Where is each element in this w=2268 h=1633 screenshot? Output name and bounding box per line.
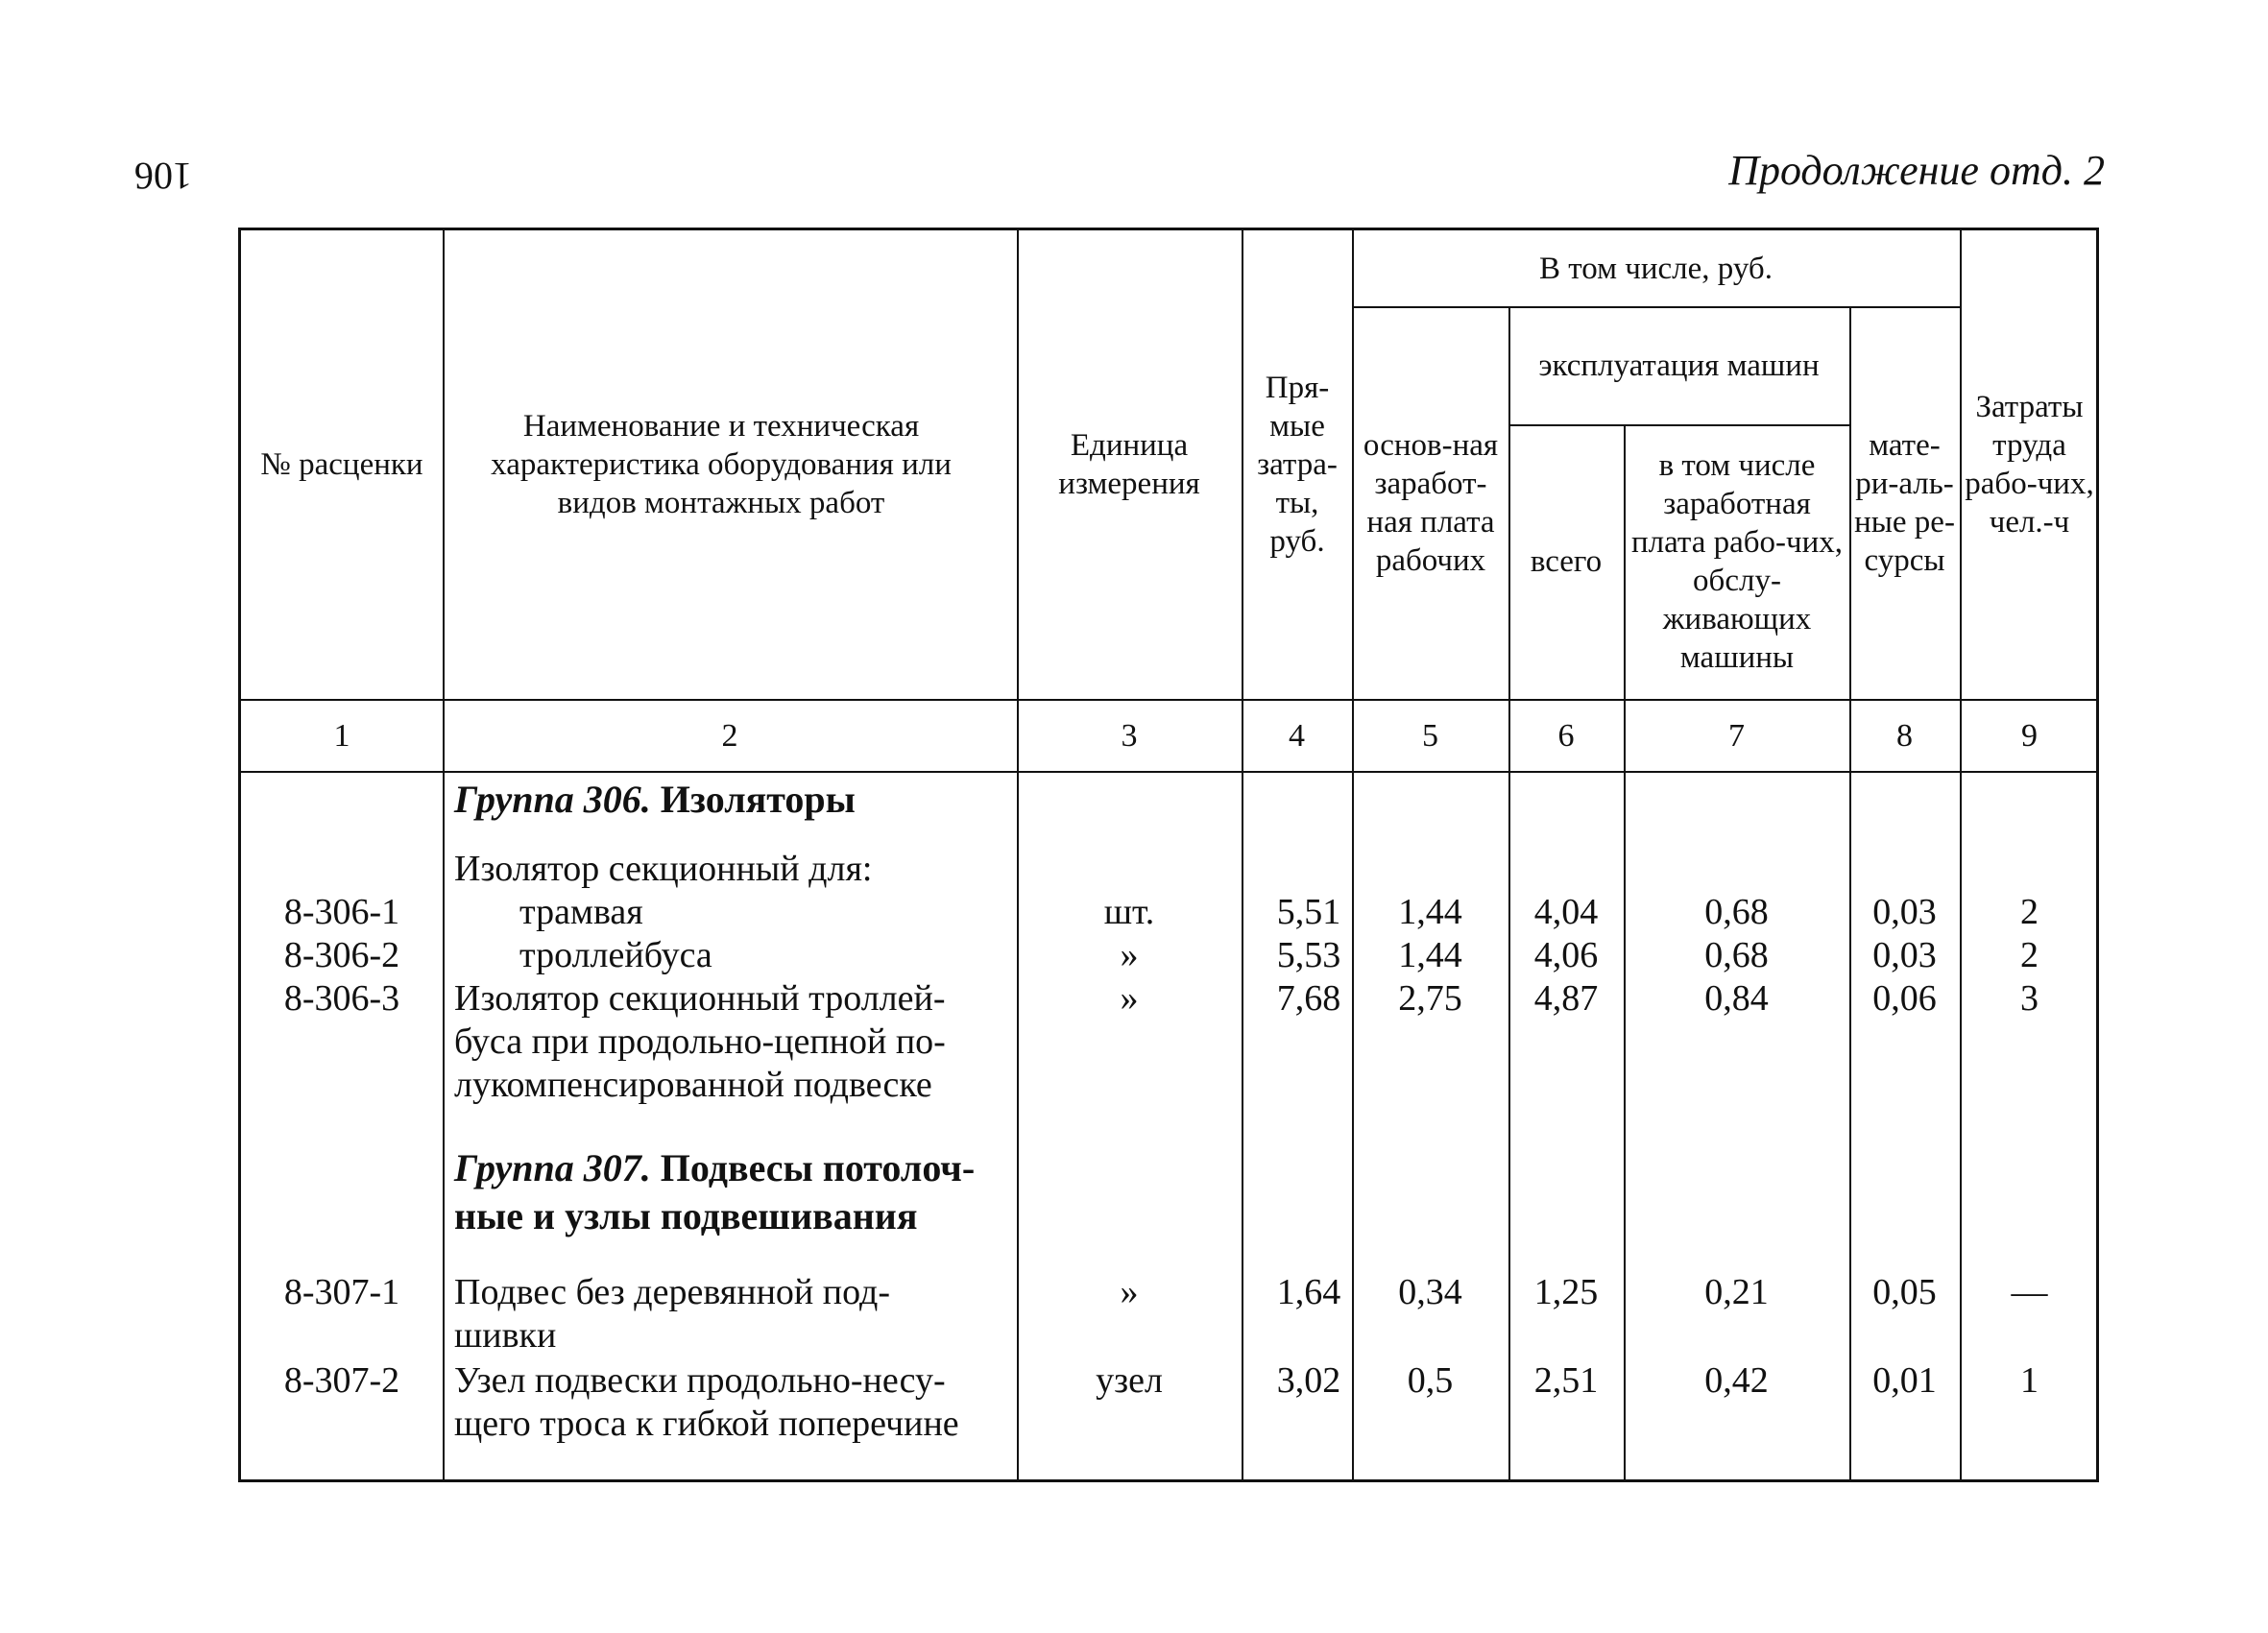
machine-total: 2,51: [1533, 1360, 1599, 1401]
column-number: 3: [1121, 718, 1138, 754]
base-wage: 1,44: [1398, 935, 1462, 975]
materials: 0,03: [1872, 892, 1937, 932]
header-direct-costs: Пря-мые затра-ты, руб.: [1257, 371, 1338, 559]
item-name: трамвая: [519, 892, 643, 932]
labor: 1: [2020, 1360, 2039, 1401]
column-number: 6: [1557, 718, 1575, 754]
materials: 0,06: [1872, 978, 1937, 1019]
header-machine-total: всего: [1530, 544, 1603, 579]
column-number: 2: [721, 718, 738, 754]
labor: 2: [2020, 935, 2039, 975]
column-number: 1: [333, 718, 350, 754]
header-including: В том числе, руб.: [1539, 251, 1773, 286]
rate-code: 8-307-2: [283, 1360, 400, 1401]
header-machine-wage: в том числе заработная плата рабо-чих, обслу-живающих машины: [1630, 448, 1844, 675]
item-name: Подвес без деревянной под- шивки: [454, 1272, 890, 1356]
direct-costs: 1,64: [1276, 1272, 1341, 1312]
item-name: Изолятор секционный троллей- буса при продольно-цепной по- лукомпенсированной подвеске: [454, 978, 946, 1105]
header-base-wage: основ-ная заработ-ная плата рабочих: [1363, 427, 1499, 578]
column-number: 8: [1896, 718, 1913, 754]
header-machine-operation: эксплуатация машин: [1538, 348, 1820, 383]
header-rate-number: № расценки: [260, 447, 423, 482]
base-wage: 0,5: [1407, 1360, 1454, 1401]
column-number: 7: [1728, 718, 1745, 754]
machine-total: 4,04: [1533, 892, 1599, 932]
group-intro: Изолятор секционный для:: [454, 849, 873, 889]
group-title: Группа 307. Подвесы потолоч- ные и узлы подвешивания: [454, 1146, 976, 1237]
item-name: Узел подвески продольно-несу- щего троса к гибкой поперечине: [454, 1360, 959, 1444]
machine-wage: 0,42: [1704, 1360, 1769, 1401]
unit: »: [1120, 935, 1139, 975]
rate-code: 8-306-2: [283, 935, 400, 975]
labor: —: [2011, 1272, 2048, 1312]
rates-table: [238, 228, 2099, 1482]
base-wage: 0,34: [1398, 1272, 1462, 1312]
continuation-label: Продолжение отд. 2: [1728, 147, 2105, 194]
machine-total: 1,25: [1533, 1272, 1599, 1312]
direct-costs: 5,51: [1276, 892, 1341, 932]
labor: 2: [2020, 892, 2039, 932]
machine-wage: 0,21: [1704, 1272, 1769, 1312]
header-labor: Затраты труда рабо-чих, чел.-ч: [1965, 390, 2094, 540]
machine-wage: 0,68: [1704, 892, 1769, 932]
materials: 0,03: [1872, 935, 1937, 975]
group-title: Группа 306. Изоляторы: [454, 778, 856, 821]
rate-code: 8-306-1: [283, 892, 400, 932]
base-wage: 2,75: [1398, 978, 1462, 1019]
materials: 0,01: [1872, 1360, 1937, 1401]
column-number: 5: [1422, 718, 1438, 754]
page-number: 106: [134, 155, 192, 198]
materials: 0,05: [1872, 1272, 1937, 1312]
column-number: 4: [1289, 718, 1305, 754]
header-name: Наименование и техническая характеристика оборудования или видов монтажных работ: [491, 409, 952, 520]
header-materials: мате-ри-аль-ные ре-сурсы: [1854, 427, 1955, 578]
direct-costs: 5,53: [1276, 935, 1341, 975]
item-name: троллейбуса: [519, 935, 712, 975]
machine-total: 4,87: [1533, 978, 1599, 1019]
unit: »: [1120, 978, 1139, 1019]
machine-wage: 0,68: [1704, 935, 1769, 975]
column-number: 9: [2021, 718, 2038, 754]
unit: узел: [1096, 1360, 1163, 1401]
machine-total: 4,06: [1533, 935, 1599, 975]
rate-code: 8-307-1: [283, 1272, 400, 1312]
labor: 3: [2020, 978, 2039, 1019]
direct-costs: 3,02: [1276, 1360, 1341, 1401]
direct-costs: 7,68: [1276, 978, 1341, 1019]
unit: »: [1120, 1272, 1139, 1312]
base-wage: 1,44: [1398, 892, 1462, 932]
header-unit: Единица измерения: [1058, 428, 1200, 501]
machine-wage: 0,84: [1704, 978, 1769, 1019]
rate-code: 8-306-3: [283, 978, 400, 1019]
unit: шт.: [1103, 892, 1155, 932]
